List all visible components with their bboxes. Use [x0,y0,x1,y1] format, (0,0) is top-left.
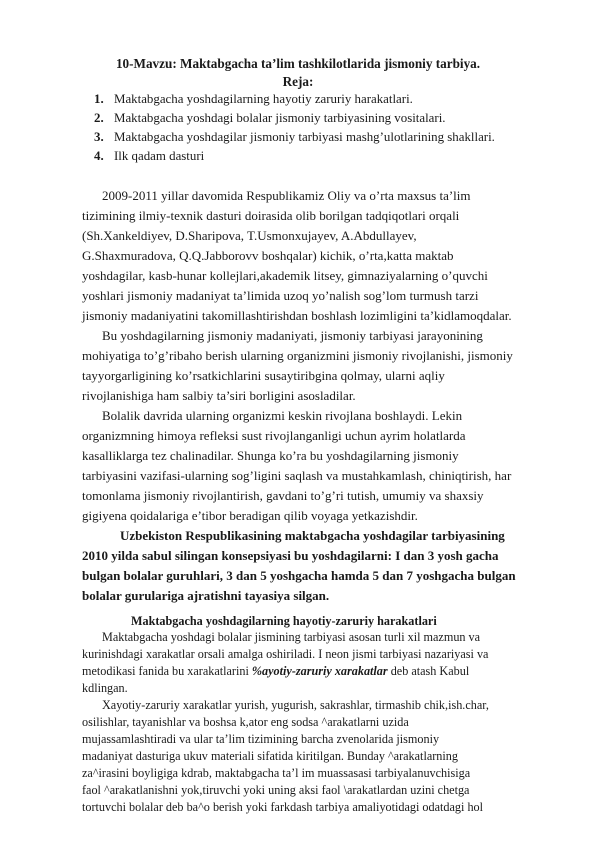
paragraph-line: kurinishdagi xarakatlar orsali amalga oshiriladi. I neon jismi tarbiyasi nazariyasi va [82,647,489,661]
paragraph-line: madaniyat dasturiga ukuv materiali sifatida kiritilgan. Bunday ^arakatlarning [82,749,458,763]
paragraph-line: organizmning himoya refleksi sust rivojlanganligi uchun ayrim holatlarda [82,428,466,443]
plan-text: Maktabgacha yoshdagi bolalar jismoniy tarbiyasining vositalari. [114,111,446,125]
paragraph-line: yoshdagilar, kasb-hunar kollejlari,akademik litsey, gimnaziyalarning o’quvchi [82,268,488,283]
paragraph-line: mujassamlashtiradi va ular ta’lim tizimining barcha zvenolarida jismoniy [82,732,440,746]
plan-number: 3. [94,130,104,144]
paragraph-line: faol ^arakatlanishni yok,tiruvchi yoki uning aksi faol \arakatlardan uzini chetga [82,783,470,797]
bold-paragraph-line: bulgan bolalar guruhlari, 3 dan 5 yoshgacha hamda 5 dan 7 yoshgacha bulgan [82,568,516,583]
paragraph-line [82,664,469,679]
paragraph-line: kasalliklarga tez chalinadilar. Shunga ko’ra bu yoshdagilarning jismoniy [82,448,459,463]
plan-number: 4. [94,149,104,163]
paragraph-line: jismoniy madaniyatini takomillashtirishdan boshlash lozimligini ta’kidlamoqdalar. [82,308,512,323]
paragraph-line: G.Shaxmuradova, Q.Q.Jabborovv boshqalar) kichik, o’rta,katta maktab [82,248,454,263]
paragraph-line: Maktabgacha yoshdagi bolalar jismining tarbiyasi asosan turli xil mazmun va [102,630,481,644]
plan-item [94,111,446,126]
paragraph-line: 2009-2011 yillar davomida Respublikamiz Oliy va o’rta maxsus ta’lim [102,188,471,203]
plan-item [94,149,204,164]
paragraph-line: Xayotiy-zaruriy xarakatlar yurish, yugurish, sakrashlar, tirmashib chik,ish.char, [102,698,489,712]
bold-paragraph-line: bolalar gurulariga ajratishni tayasiya silgan. [82,588,330,603]
bold-paragraph-line: Uzbekiston Respublikasining maktabgacha yoshdagilar tarbiyasining [120,528,505,543]
paragraph-line: kdlingan. [82,681,128,695]
plan-item [94,92,413,107]
plan-text: Maktabgacha yoshdagilarning hayotiy zaruriy harakatlari. [114,92,413,106]
paragraph-line: tomonlama jismoniy rivojlantirish, gavdani to’g’ri tutish, umumiy va shaxsiy [82,488,484,503]
paragraph-line: Bu yoshdagilarning jismoniy madaniyati, jismoniy tarbiyasi jarayonining [102,328,483,343]
plan-item [94,130,495,145]
plan-heading: Reja: [282,74,314,89]
paragraph-line: osilishlar, tayanishlar va boshsa k,ator eng sodsa ^arakatlarni uzida [82,715,409,729]
paragraph-line: (Sh.Xankeldiyev, D.Sharipova, T.Usmonxujayev, A.Abdullayev, [82,228,417,243]
paragraph-line: tarbiyasini vazifasi-ularning sog’ligini saqlash va mustahkamlash, chiniqtirish, har [82,468,512,483]
paragraph-line: mohiyatiga to’g’ribaho berish ularning organizmini jismoniy rivojlanishi, jismoniy [82,348,513,363]
plan-text: Maktabgacha yoshdagilar jismoniy tarbiyasi mashg’ulotlarining shakllari. [114,130,495,144]
section-heading: Maktabgacha yoshdagilarning hayotiy-zaruriy harakatlari [131,614,437,628]
plan-number: 1. [94,92,104,106]
topic-title: 10-Mavzu: Maktabgacha ta’lim tashkilotlarida jismoniy tarbiya. [115,56,481,71]
paragraph-line: tortuvchi bolalar deb ba^o berish yoki farkdash tarbiya amaliyotidagi odatdagi hol [82,800,484,814]
paragraph-line: gigiyena qoidalariga e’tibor beradigan qilib voyaga yetkazishdir. [82,508,418,523]
line-text: metodikasi fanida bu xarakatlarini [82,664,252,678]
line-text: deb atash Kabul [387,664,470,678]
paragraph-line: yoshlari jismoniy madaniyat ta’limida uzoq yo’nalish sog’lom turmush tarzi [82,288,479,303]
paragraph-line: za^irasini boyligiga kdrab, maktabgacha ta’l im muassasasi tarbiyalanuvchisiga [82,766,471,780]
paragraph-line: Bolalik davrida ularning organizmi keskin rivojlana boshlaydi. Lekin [102,408,463,423]
paragraph-line: tayyorgarligining ko’rsatkichlarini susaytiribgina qolmay, ularni aqliy [82,368,445,383]
plan-text: Ilk qadam dasturi [114,149,205,163]
emphasized-term: %ayotiy-zaruriy xarakatlar [251,664,388,678]
paragraph-line: rivojlanishiga ham salbiy ta’siri borligini asosladilar. [82,388,356,403]
plan-number: 2. [94,111,104,125]
paragraph-line: tizimining ilmiy-texnik dasturi doirasida olib borilgan tadqiqotlari orqali [82,208,460,223]
bold-paragraph-line: 2010 yilda sabul silingan konsepsiyasi bu yoshdagilarni: I dan 3 yosh gacha [82,548,499,563]
